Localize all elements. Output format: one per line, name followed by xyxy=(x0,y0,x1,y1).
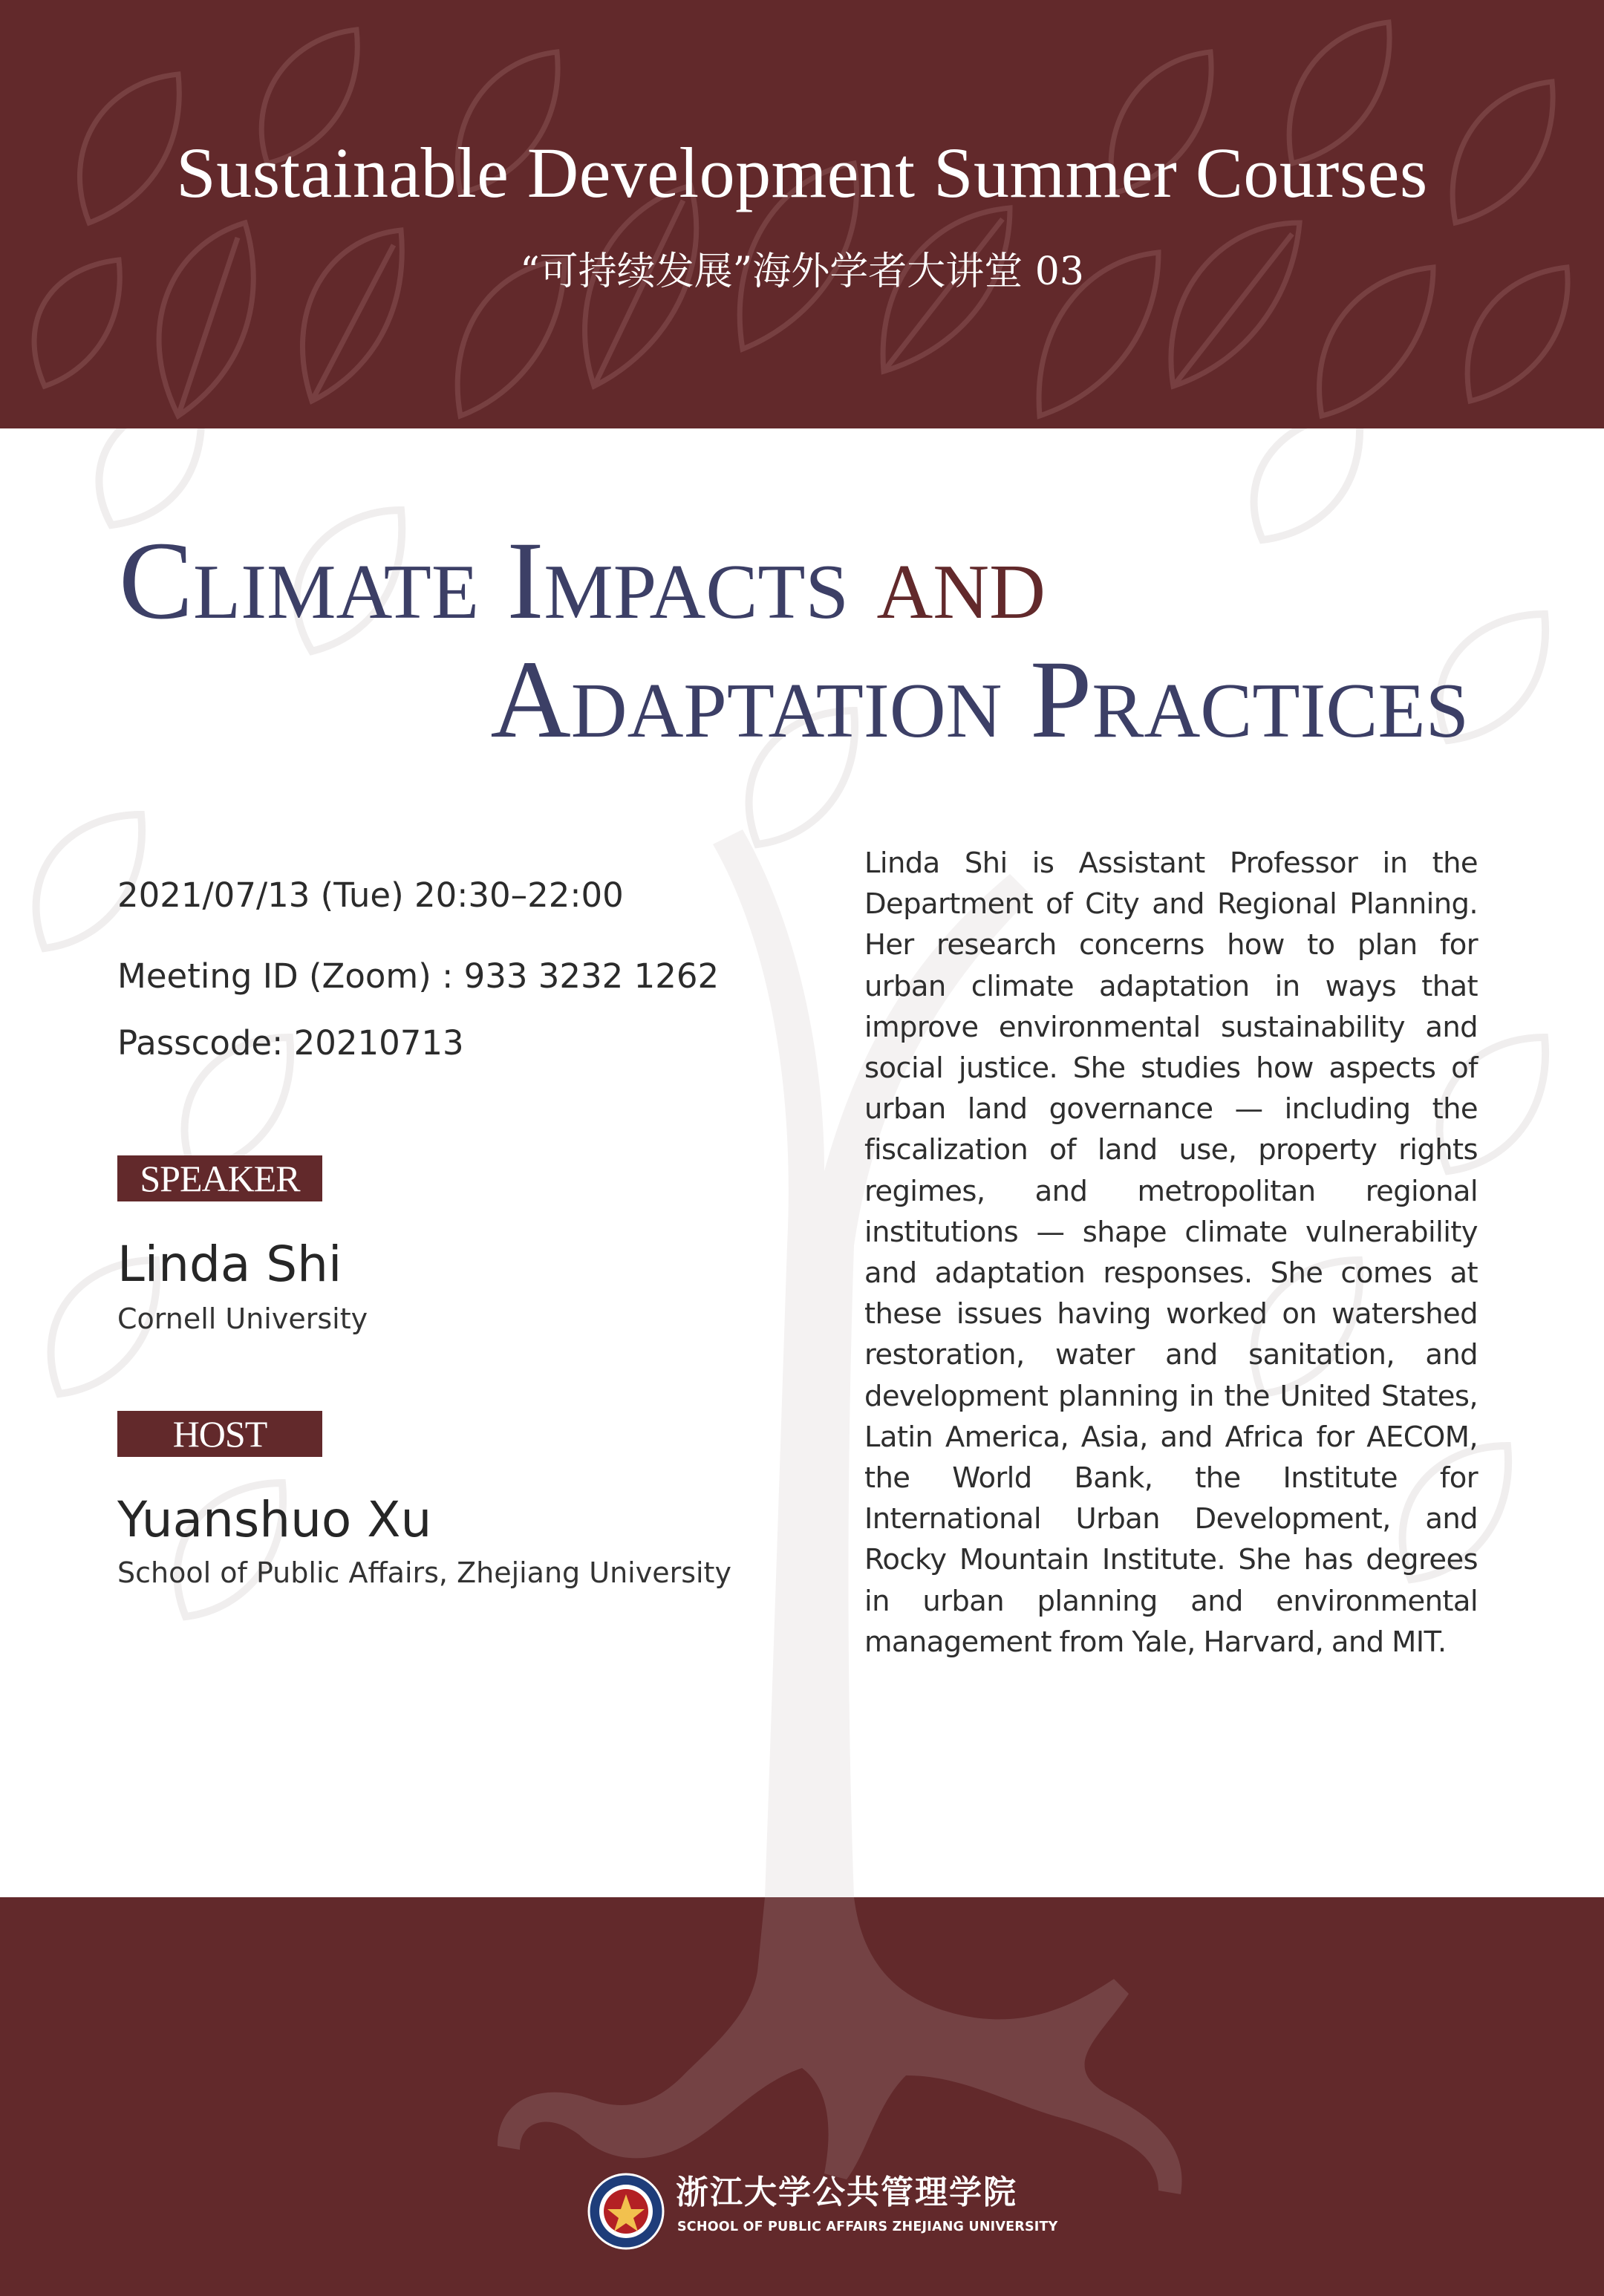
content-area xyxy=(0,428,1604,1897)
passcode: Passcode: 20210713 xyxy=(117,1023,464,1063)
leaf-pattern-decoration xyxy=(0,0,1604,428)
footer-band xyxy=(0,1897,1604,2296)
lecture-title-main: Climate Impacts xyxy=(119,519,849,642)
lecture-title-line1 xyxy=(119,519,1046,642)
speaker-name: Linda Shi xyxy=(117,1236,342,1293)
host-tag: HOST xyxy=(117,1411,322,1457)
university-seal-icon xyxy=(587,2172,665,2251)
speaker-tag: SPEAKER xyxy=(117,1155,322,1201)
meeting-id: Meeting ID (Zoom) : 933 3232 1262 xyxy=(117,956,720,996)
series-subtitle: “可持续发展”海外学者大讲堂 03 xyxy=(520,250,1084,294)
event-datetime: 2021/07/13 (Tue) 20:30–22:00 xyxy=(117,875,624,915)
series-title: Sustainable Development Summer Courses xyxy=(176,133,1428,212)
speaker-affiliation: Cornell University xyxy=(117,1302,368,1335)
lecture-title-line2: Adaptation Practices xyxy=(490,638,1469,761)
header-band xyxy=(0,0,1604,428)
host-affiliation: School of Public Affairs, Zhejiang University xyxy=(117,1556,731,1589)
host-name: Yuanshuo Xu xyxy=(117,1491,432,1548)
lecture-title-accent: and xyxy=(848,519,1046,642)
school-logo xyxy=(587,2172,1058,2261)
speaker-bio: Linda Shi is Assistant Professor in the Department of City and Regional Planning. Her research concerns how to plan for urban climate adaptation in ways that improve environmental sustainability and social justice. She studies how aspects of urban land governance — including the fiscalization of land use, property rights regimes, and metropolitan regional institutions — shape climate vulnerability and adaptation responses. She comes at these issues having worked on watershed restoration, water and sanitation, and development planning in the United States, Latin America, Asia, and Africa for AECOM, the World Bank, the Institute for International Urban Development, and Rocky Mountain Institute. She has degrees in urban planning and environmental management from Yale, Harvard, and MIT. xyxy=(864,847,1478,1659)
school-name-cn: 浙江大学公共管理学院 xyxy=(676,2173,1017,2211)
school-name-en: SCHOOL OF PUBLIC AFFAIRS ZHEJIANG UNIVERSITY xyxy=(677,2220,1058,2234)
